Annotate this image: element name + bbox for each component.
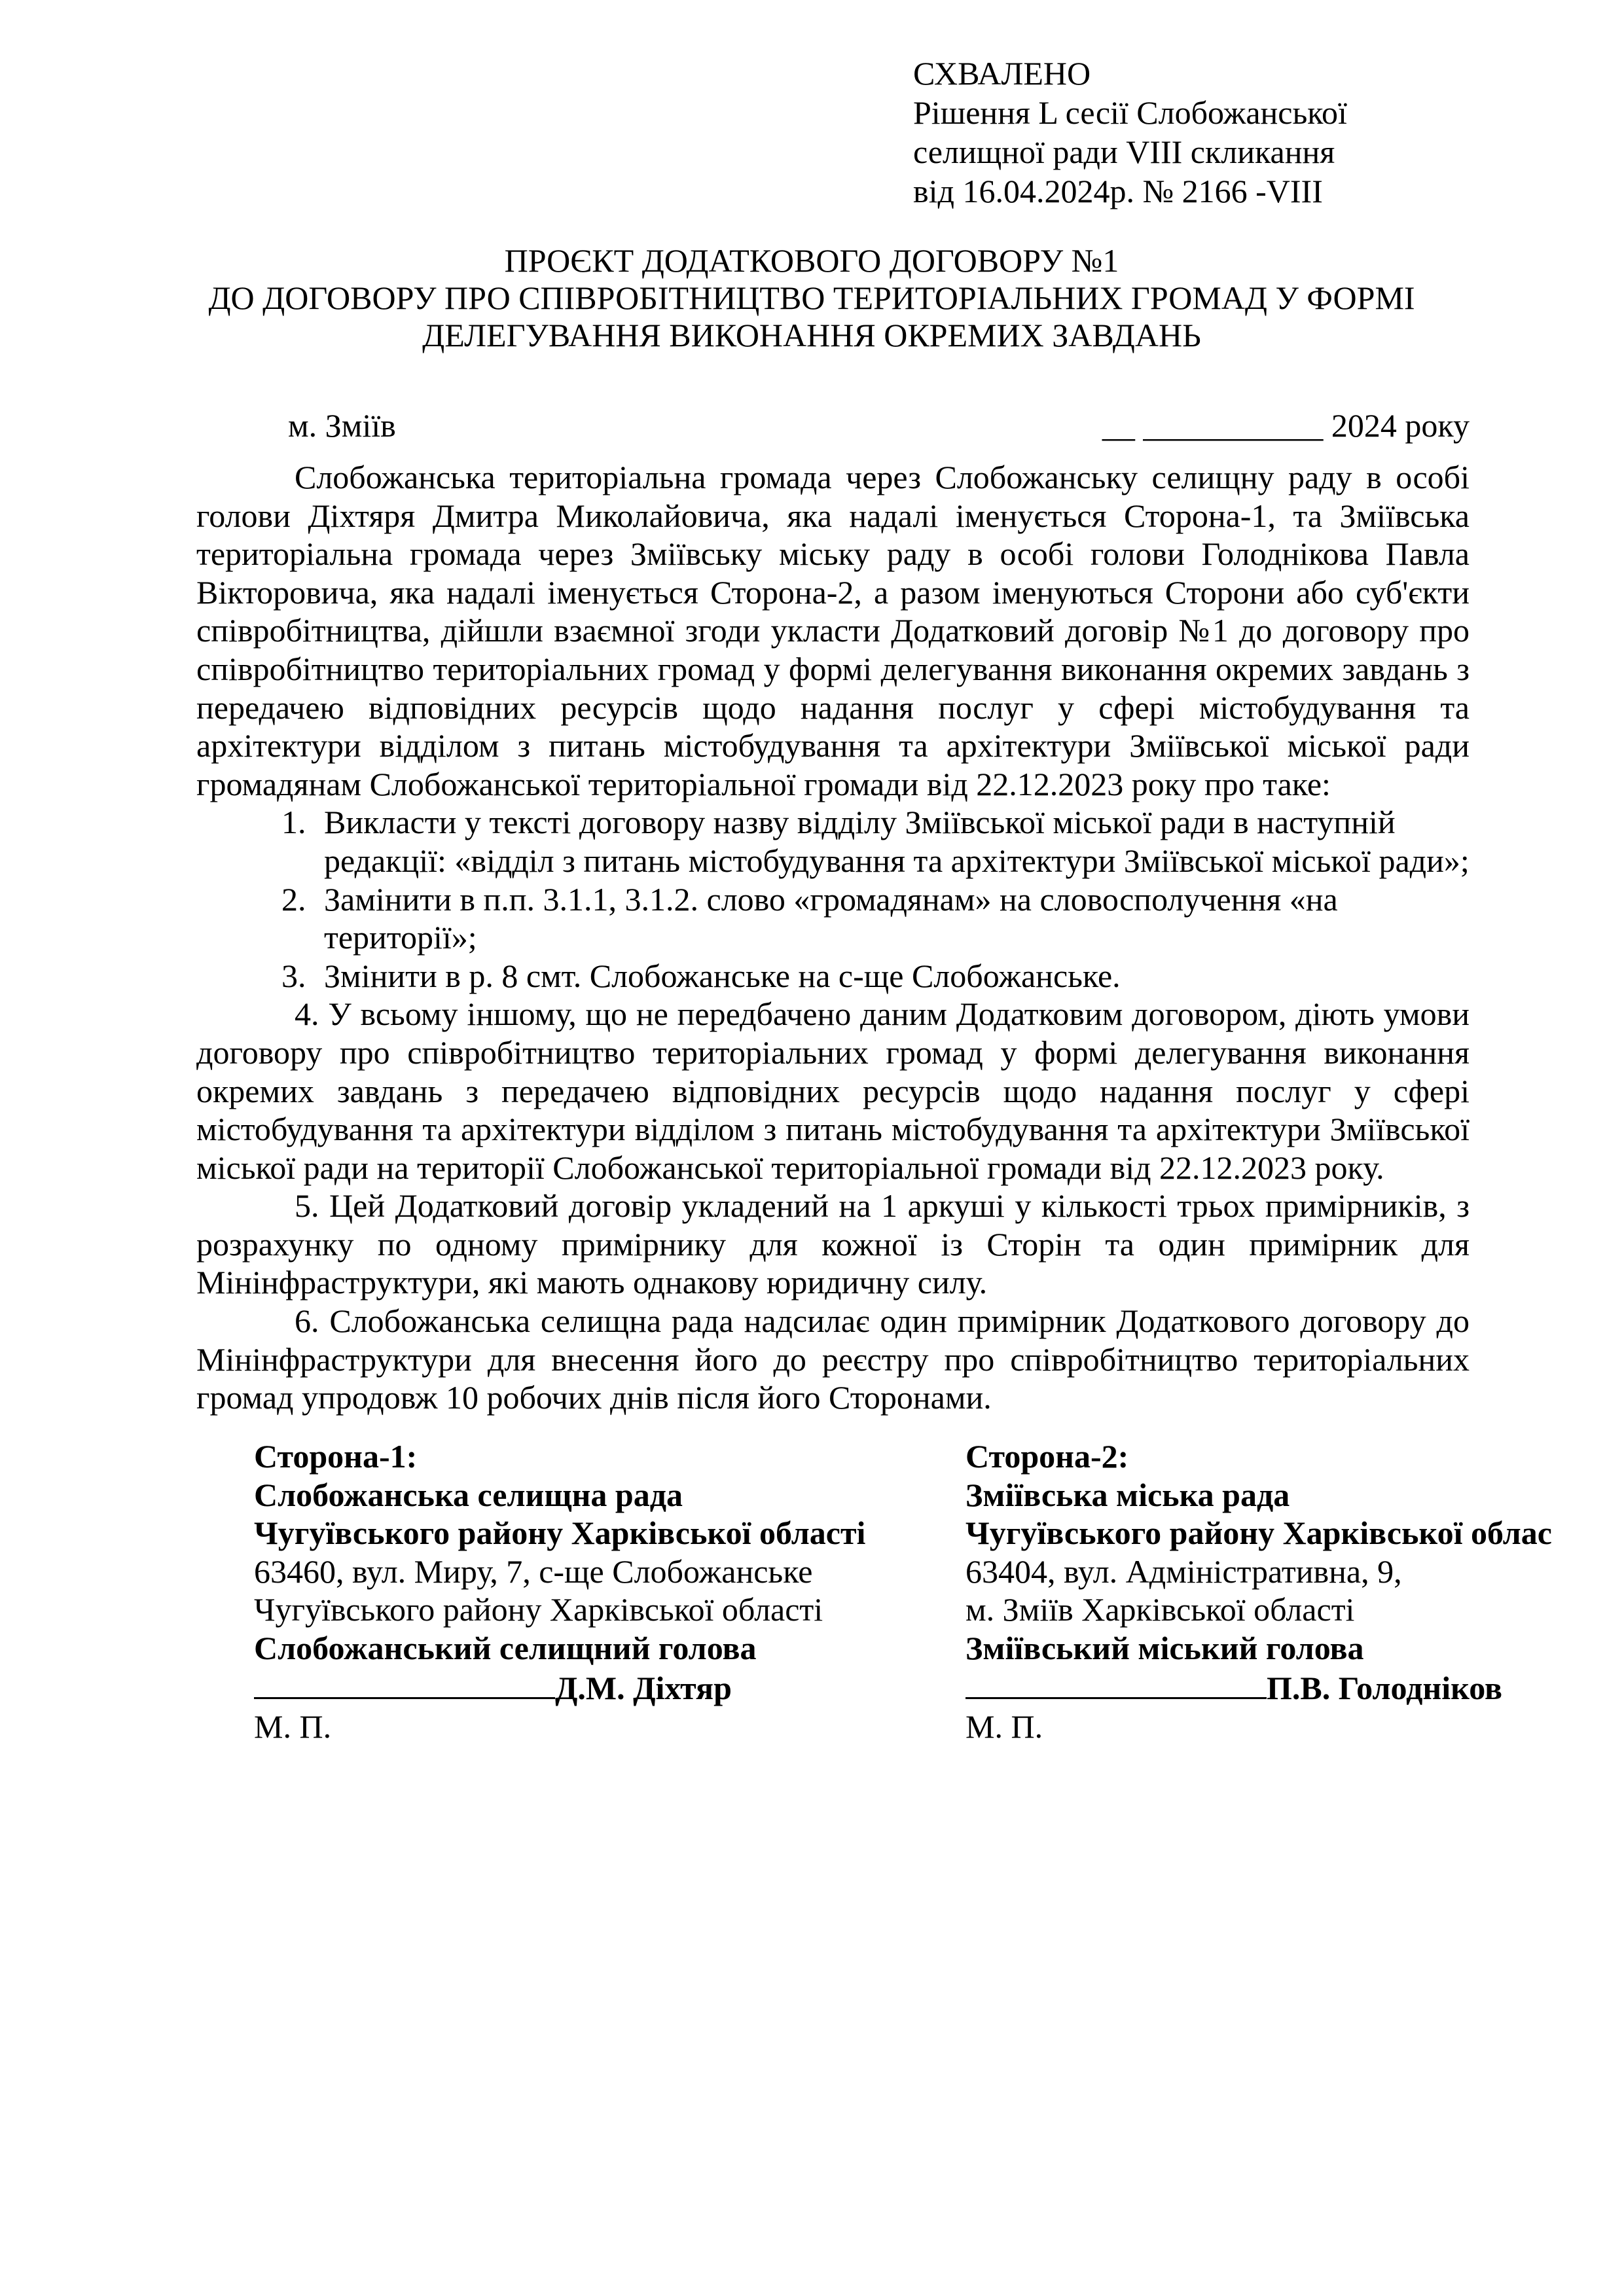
- document-body: [196, 458, 1470, 1417]
- list-item: [196, 803, 1470, 880]
- approval-decision: Рішення L сесії Слобожанської: [913, 94, 1347, 131]
- signature-line: [254, 1667, 555, 1699]
- list-text: Змінити в р. 8 смт. Слобожанське на с-ще Слобожанське.: [324, 957, 1121, 994]
- party-1-address-2: Чугуївського району Харківської області: [254, 1591, 823, 1628]
- date: __ ___________ 2024 року: [1102, 407, 1470, 444]
- party-1-org: Слобожанська селищна рада: [254, 1476, 683, 1513]
- place: м. Зміїв: [288, 407, 396, 444]
- list-number: 2.: [281, 880, 306, 918]
- paragraph-6: 6. Слобожанська селищна рада надсилає один примірник Додаткового договору до Мінінфраструктури для внесення його до реєстру про співробітництво територіальних громад упродовж 10 робочих днів після його Сторонами.: [196, 1302, 1470, 1416]
- approval-stamp: [913, 54, 1568, 211]
- list-item: [196, 957, 1470, 996]
- party-2-signatory: П.В. Голодніков: [1267, 1670, 1503, 1706]
- approval-council: селищної ради VIII скликання: [913, 134, 1335, 170]
- party-1-heading: Сторона-1:: [254, 1438, 418, 1475]
- list-number: 3.: [281, 957, 306, 994]
- party-2-signature-line: [965, 1667, 1624, 1708]
- list-text: Викласти у тексті договору назву відділу Зміївської міської ради в наступній редакції: «відділ з питань містобудування та архітектури Зміївської міської ради»;: [324, 804, 1470, 879]
- paragraph-4: 4. У всьому іншому, що не передбачено даним Додатковим договором, діють умови договору про співробітництво територіальних громад у формі делегування виконання окремих завдань з передачею відповідних ресурсів щодо надання послуг у сфері містобудування та архітектури відділом з питань містобудування та архітектури Зміївської міської ради на території Слобожанської територіальної громади від 22.12.2023 року.: [196, 996, 1470, 1186]
- title-line-3: ДЕЛЕГУВАННЯ ВИКОНАННЯ ОКРЕМИХ ЗАВДАНЬ: [422, 317, 1201, 353]
- party-2-seal: М. П.: [965, 1708, 1043, 1745]
- approval-date-number: від 16.04.2024р. № 2166 -VIII: [913, 173, 1323, 209]
- party-1-signatory: Д.М. Діхтяр: [555, 1670, 732, 1706]
- party-2-heading: Сторона-2:: [965, 1438, 1129, 1475]
- list-item: [196, 880, 1470, 957]
- list-number: 1.: [281, 804, 306, 841]
- party-2-position: Зміївський міський голова: [965, 1629, 1364, 1666]
- approval-heading: СХВАЛЕНО: [913, 55, 1091, 92]
- party-2-address-2: м. Зміїв Харківської області: [965, 1591, 1355, 1628]
- title-line-2: ДО ДОГОВОРУ ПРО СПІВРОБІТНИЦТВО ТЕРИТОРІАЛЬНИХ ГРОМАД У ФОРМІ: [208, 279, 1415, 316]
- party-2-address-1: 63404, вул. Адміністративна, 9,: [965, 1552, 1402, 1590]
- paragraph-5: 5. Цей Додатковий договір укладений на 1 аркуші у кількості трьох примірників, з розрахунку по одному примірнику для кожної із Сторін та один примірник для Мінінфраструктури, які мають однакову юридичну силу.: [196, 1187, 1470, 1301]
- document-title: [196, 242, 1427, 354]
- party-1-region: Чугуївського району Харківської області: [254, 1515, 866, 1551]
- signature-line: [965, 1667, 1267, 1699]
- party-2-org: Зміївська міська рада: [965, 1476, 1290, 1513]
- intro-paragraph: Слобожанська територіальна громада через Слобожанську селищну раду в особі голови Діхтяря Дмитра Миколайовича, яка надалі іменується Сторона-1, та Зміївська територіальна громада через Зміївську міську раду в особі голови Голоднікова Павла Вікторовича, яка надалі іменується Сторона-2, а разом іменуються Сторони або суб'єкти співробітництва, дійшли взаємної згоди укласти Додатковий договір №1 до договору про співробітництво територіальних громад у формі делегування виконання окремих завдань з передачею відповідних ресурсів щодо надання послуг у сфері містобудування та архітектури відділом з питань містобудування та архітектури Зміївської міської ради громадянам Слобожанської територіальної громади від 22.12.2023 року про таке:: [196, 459, 1470, 802]
- list-text: Замінити в п.п. 3.1.1, 3.1.2. слово «громадянам» на словосполучення «на території»;: [324, 880, 1338, 956]
- place-date-row: [196, 406, 1470, 445]
- party-1-seal: М. П.: [254, 1708, 332, 1745]
- party-1-signature-line: [254, 1667, 941, 1708]
- title-line-1: ПРОЄКТ ДОДАТКОВОГО ДОГОВОРУ №1: [504, 242, 1119, 279]
- party-1-signature-block: [254, 1437, 941, 1746]
- party-1-position: Слобожанський селищний голова: [254, 1629, 757, 1666]
- party-2-signature-block: [965, 1437, 1624, 1746]
- party-1-address-1: 63460, вул. Миру, 7, с-ще Слобожанське: [254, 1552, 813, 1590]
- party-2-region: Чугуївського району Харківської облас: [965, 1515, 1552, 1551]
